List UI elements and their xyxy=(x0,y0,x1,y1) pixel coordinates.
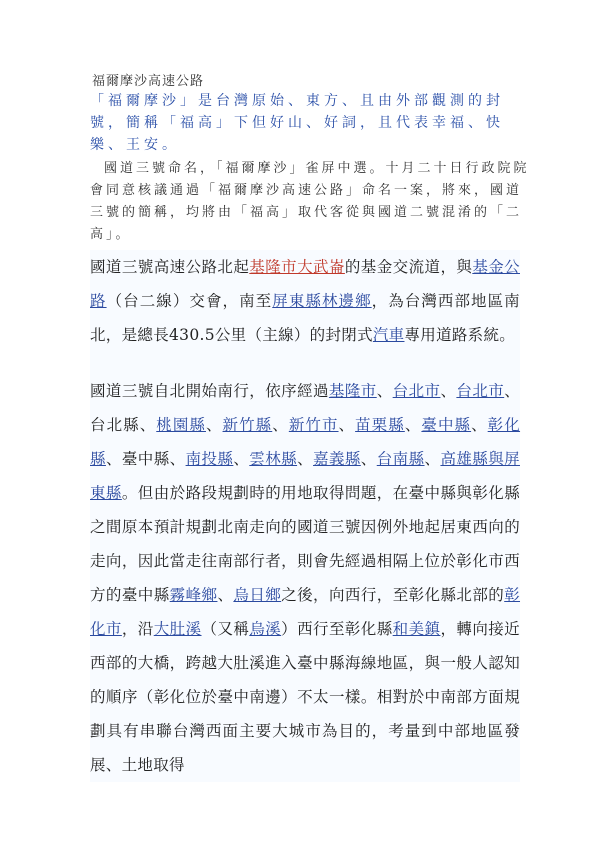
wiki-link[interactable]: 彰化縣 xyxy=(90,416,521,468)
naming-text: 國道三號命名，「福爾摩沙」雀屏中選。十月二十日行政院院會同意核議通過「福爾摩沙高速公路」命名一案，將來，國道三號的簡稱，均將由「福高」取代客從與國道二號混淆的「二高」。 xyxy=(90,161,530,242)
body-text: 。但由於路段規劃時的用地取得問題，在臺中縣與彰化縣之間原本預計規劃北南走向的國道三號因例外地起居東西向的走向，因此當走往南部行者，則會先經過相隔上位於彰化市西方的臺中縣 xyxy=(90,484,520,604)
wiki-link[interactable]: 屏東縣林邊鄉 xyxy=(272,292,372,310)
body-text: 、 xyxy=(471,416,488,434)
wiki-link[interactable]: 台北市 xyxy=(456,382,505,400)
wiki-link[interactable]: 霧峰鄉 xyxy=(169,586,218,604)
body-text: （台二線）交會，南至 xyxy=(106,292,273,310)
body-text: 、 xyxy=(404,416,422,434)
body-text: ，為台灣西部地區南北，是總長430.5公里（主線）的封閉式 xyxy=(90,292,520,344)
wiki-link[interactable]: 高雄縣與屏東縣 xyxy=(90,450,520,502)
wiki-link[interactable]: 臺中縣 xyxy=(421,416,472,434)
body-text: 、 xyxy=(424,450,441,468)
wiki-link[interactable]: 基金公路 xyxy=(90,258,520,310)
wiki-link[interactable]: 雲林縣 xyxy=(249,450,298,468)
naming-paragraph xyxy=(90,158,530,246)
body-text: 之後，向西行，至彰化縣北部的 xyxy=(281,586,505,604)
body-text: 、 xyxy=(205,416,223,434)
wiki-link[interactable]: 嘉義縣 xyxy=(313,450,361,468)
article-paragraph-1 xyxy=(90,250,520,352)
body-text: （又稱 xyxy=(201,620,250,638)
body-text: 、 xyxy=(272,416,289,434)
body-text: 、 xyxy=(297,450,314,468)
body-text: 、 xyxy=(360,450,377,468)
body-text: 、 xyxy=(217,586,234,604)
intro-text: 「福爾摩沙」是台灣原始、東方、且由外部觀測的封號，簡稱「福高」下但好山、好詞，且代表幸福、快樂、王安。 xyxy=(90,93,504,153)
wiki-link[interactable]: 台北市 xyxy=(392,382,441,400)
wiki-link[interactable]: 苗栗縣 xyxy=(355,416,405,434)
body-text: ，轉向接近西部的大橋，跨越大肚溪進入臺中縣海線地區，與一般人認知的順序（彰化位於臺中南邊）不太一樣。相對於中南部方面規劃具有串聯台灣西面主要大城市為目的，考量到中部地區發展、土地取得 xyxy=(90,620,520,774)
document-title: 福爾摩沙高速公路 xyxy=(92,74,205,89)
article-paragraph-2 xyxy=(90,374,520,782)
body-text: 、臺中縣、 xyxy=(105,450,186,468)
body-text: 的基金交流道，與 xyxy=(344,258,473,276)
body-text: 國道三號高速公路北起 xyxy=(90,258,250,276)
wiki-link[interactable]: 新竹縣 xyxy=(222,416,273,434)
body-text: 專用道路系統。 xyxy=(404,326,516,344)
body-text: 、 xyxy=(440,382,457,400)
wiki-link[interactable]: 桃園縣 xyxy=(156,416,206,434)
intro-paragraph xyxy=(90,90,530,156)
wiki-link[interactable]: 台南縣 xyxy=(376,450,425,468)
wiki-link[interactable]: 烏溪 xyxy=(249,620,282,638)
wiki-link[interactable]: 汽車 xyxy=(372,326,405,344)
body-text: ，沿 xyxy=(121,620,154,638)
body-text: 、台北縣、 xyxy=(90,382,520,434)
body-text: ）西行至彰化縣 xyxy=(281,620,393,638)
body-text: 、 xyxy=(338,416,356,434)
wiki-link[interactable]: 烏日鄉 xyxy=(233,586,282,604)
wiki-link[interactable]: 大肚溪 xyxy=(153,620,202,638)
wiki-link[interactable]: 和美鎮 xyxy=(392,620,441,638)
wiki-link[interactable]: 南投縣 xyxy=(185,450,234,468)
article-body xyxy=(90,250,520,782)
body-text: 、 xyxy=(233,450,250,468)
wiki-link[interactable]: 基隆市 xyxy=(328,382,377,400)
body-text: 、 xyxy=(376,382,393,400)
wiki-link[interactable]: 新竹市 xyxy=(288,416,339,434)
wiki-link[interactable]: 基隆市大武崙 xyxy=(249,258,345,276)
wiki-link[interactable]: 彰化市 xyxy=(90,586,521,638)
body-text: 國道三號自北開始南行，依序經過 xyxy=(90,382,329,400)
